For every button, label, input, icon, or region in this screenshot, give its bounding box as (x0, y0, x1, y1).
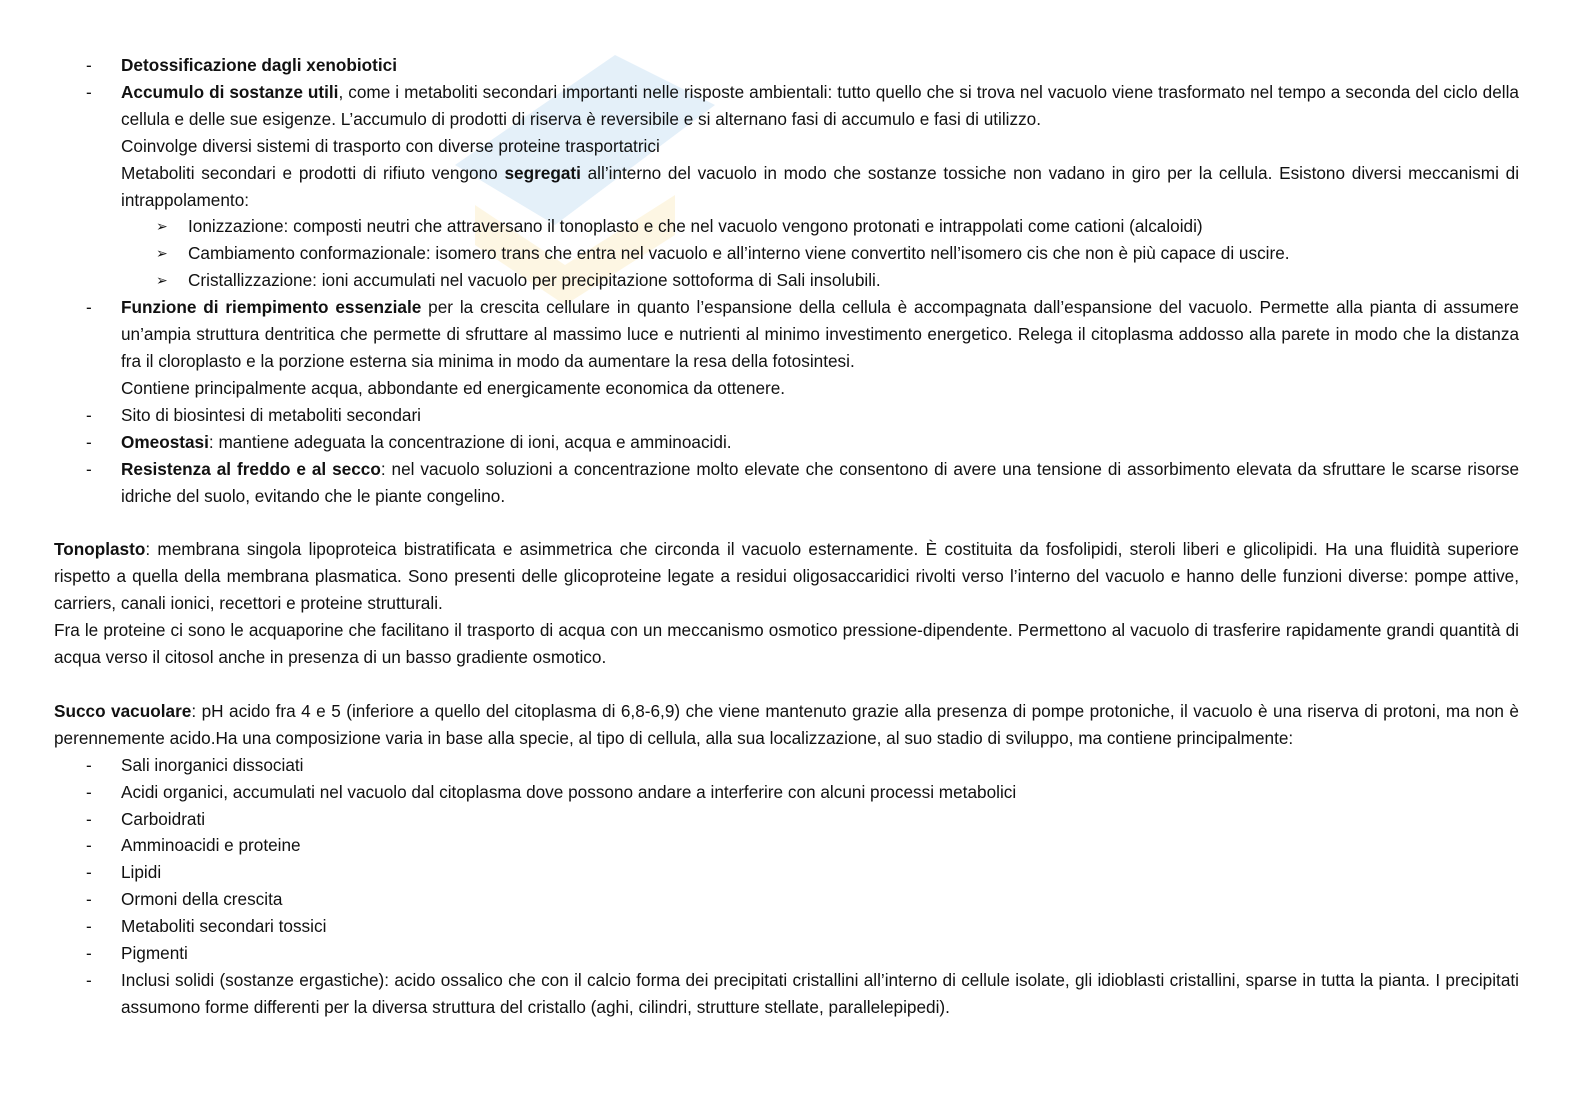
list-item (54, 779, 1519, 806)
arrowhead-bullet-icon: ➢ (156, 245, 168, 262)
paragraph-text: : pH acido fra 4 e 5 (inferiore a quello del citoplasma di 6,8-6,9) che viene mantenuto grazie alla presenza di pompe protoniche, il vacuolo è una riserva di protoni, ma non è perennemente acido.Ha una composizione varia in base alla specie, al tipo di cellula, alla sua localizzazione, al suo stadio di sviluppo, ma contiene principalmente: (54, 700, 1519, 748)
dash-bullet: - (86, 297, 92, 318)
list-item-continuation (54, 133, 1519, 160)
dash-bullet: - (86, 862, 92, 883)
item-text: Acidi organici, accumulati nel vacuolo dal citoplasma dove possono andare a interferire con alcuni processi metabolici (121, 781, 1017, 802)
section-term: Tonoplasto (54, 539, 146, 560)
sub-item-text: Cambiamento conformazionale: isomero trans che entra nel vacuolo e all’interno viene convertito nell’isomero cis che non è più capace di uscire. (188, 243, 1290, 264)
bold-term: segregati (504, 162, 581, 183)
section-term: Succo vacuolare (54, 700, 192, 721)
dash-bullet: - (86, 889, 92, 910)
dash-bullet: - (86, 458, 92, 479)
dash-bullet: - (86, 404, 92, 425)
list-item (54, 967, 1519, 1021)
item-heading: Omeostasi (121, 431, 209, 452)
paragraph-acquaporine (54, 617, 1519, 671)
list-item-continuation (54, 160, 1519, 214)
item-text: per la crescita cellulare in quanto l’espansione della cellula è accompagnata dall’espansione del vacuolo. Permette alla pianta di assumere un’ampia struttura dentritica che permette di sfruttare al massimo luce e nutrienti al minimo investimento energetico. Relega il citoplasma addosso alla parete in modo che la distanza fra il cloroplasto e la porzione esterna sia minima in modo da aumentare la resa della fotosintesi. (121, 297, 1519, 371)
list-item (54, 429, 1519, 456)
item-heading: Resistenza al freddo e al secco (121, 458, 381, 479)
item-text: Carboidrati (121, 808, 206, 829)
item-heading: Detossificazione dagli xenobiotici (121, 55, 398, 75)
list-item (54, 806, 1519, 833)
sub-list-item (54, 213, 1519, 240)
dash-bullet: - (86, 835, 92, 856)
list-item (54, 402, 1519, 429)
sub-list-item (54, 240, 1519, 267)
list-item (54, 456, 1519, 510)
item-text: Contiene principalmente acqua, abbondante ed energicamente economica da ottenere. (121, 377, 786, 398)
list-item (54, 52, 1519, 79)
arrowhead-bullet-icon: ➢ (156, 272, 168, 289)
paragraph-succo-vacuolare (54, 698, 1519, 752)
list-item (54, 294, 1519, 375)
item-text: Sito di biosintesi di metaboliti secondari (121, 404, 421, 425)
item-text: Coinvolge diversi sistemi di trasporto con diverse proteine trasportatrici (121, 135, 660, 156)
item-text: Inclusi solidi (sostanze ergastiche): acido ossalico che con il calcio forma dei precipitati cristallini all’interno di cellule isolate, gli idioblasti cristallini, sparse in tutta la pianta. I precipitati assumono forme differenti per la diversa struttura del cristallo (aghi, cilindri, strutture stellate, parallelepipedi). (121, 970, 1519, 1017)
item-text: Sali inorganici dissociati (121, 754, 304, 775)
list-item (54, 859, 1519, 886)
dash-bullet: - (86, 781, 92, 802)
sub-list-item (54, 267, 1519, 294)
dash-bullet: - (86, 431, 92, 452)
dash-bullet: - (86, 970, 92, 990)
sub-item-text: Cristallizzazione: ioni accumulati nel vacuolo per precipitazione sottoforma di Sali insolubili. (188, 270, 881, 291)
item-heading: Accumulo di sostanze utili (121, 81, 339, 102)
list-item (54, 940, 1519, 967)
item-text: Metaboliti secondari e prodotti di rifiuto vengono (121, 162, 505, 183)
item-text: Lipidi (121, 862, 162, 883)
sub-item-text: Ionizzazione: composti neutri che attraversano il tonoplasto e che nel vacuolo vengono protonati e intrappolati come cationi (alcaloidi) (188, 216, 1203, 237)
dash-bullet: - (86, 754, 92, 775)
dash-bullet: - (86, 81, 92, 102)
paragraph-tonoplasto (54, 536, 1519, 617)
document-body (54, 52, 1519, 1021)
dash-bullet: - (86, 943, 92, 964)
dash-bullet: - (86, 916, 92, 937)
dash-bullet: - (86, 808, 92, 829)
item-text: Metaboliti secondari tossici (121, 916, 327, 937)
list-item (54, 913, 1519, 940)
list-item (54, 79, 1519, 133)
item-text: Ormoni della crescita (121, 889, 283, 910)
paragraph-text: Fra le proteine ci sono le acquaporine che facilitano il trasporto di acqua con un meccanismo osmotico pressione-dipendente. Permettono al vacuolo di trasferire rapidamente grandi quantità di acqua verso il citosol anche in presenza di un basso gradiente osmotico. (54, 620, 1519, 668)
item-text: : nel vacuolo soluzioni a concentrazione molto elevate che consentono di avere una tensione di assorbimento elevata da sfruttare le scarse risorse idriche del suolo, evitando che le piante congelino. (121, 458, 1520, 506)
arrowhead-bullet-icon: ➢ (156, 218, 168, 235)
item-heading: Funzione di riempimento essenziale (121, 297, 422, 318)
paragraph-text: : membrana singola lipoproteica bistratificata e asimmetrica che circonda il vacuolo esternamente. È costituita da fosfolipidi, steroli liberi e glicolipidi. Ha una fluidità superiore rispetto a quella della membrana plasmatica. Sono presenti delle glicoproteine legate a residui oligosaccaridici rivolti verso l’interno del vacuolo e hanno delle funzioni diverse: pompe attive, carriers, canali ionici, recettori e proteine strutturali. (54, 539, 1519, 614)
list-item (54, 886, 1519, 913)
item-text: : mantiene adeguata la concentrazione di ioni, acqua e amminoacidi. (208, 431, 732, 452)
list-item (54, 832, 1519, 859)
list-item (54, 752, 1519, 779)
item-text: Amminoacidi e proteine (121, 835, 301, 856)
item-text: all’interno del vacuolo in modo che sostanze tossiche non vadano in giro per la cellula. Esistono diversi meccanismi di intrappolamento: (121, 162, 1520, 210)
list-item-continuation (54, 375, 1519, 402)
item-text: , come i metaboliti secondari importanti nelle risposte ambientali: tutto quello che si trova nel vacuolo viene trasformato nel tempo a seconda del ciclo della cellula e delle sue esigenze. L’accumulo di prodotti di riserva è reversibile e si alternano fasi di accumulo e fasi di utilizzo. (121, 81, 1519, 129)
item-text: Pigmenti (121, 943, 188, 964)
dash-bullet: - (86, 55, 92, 75)
